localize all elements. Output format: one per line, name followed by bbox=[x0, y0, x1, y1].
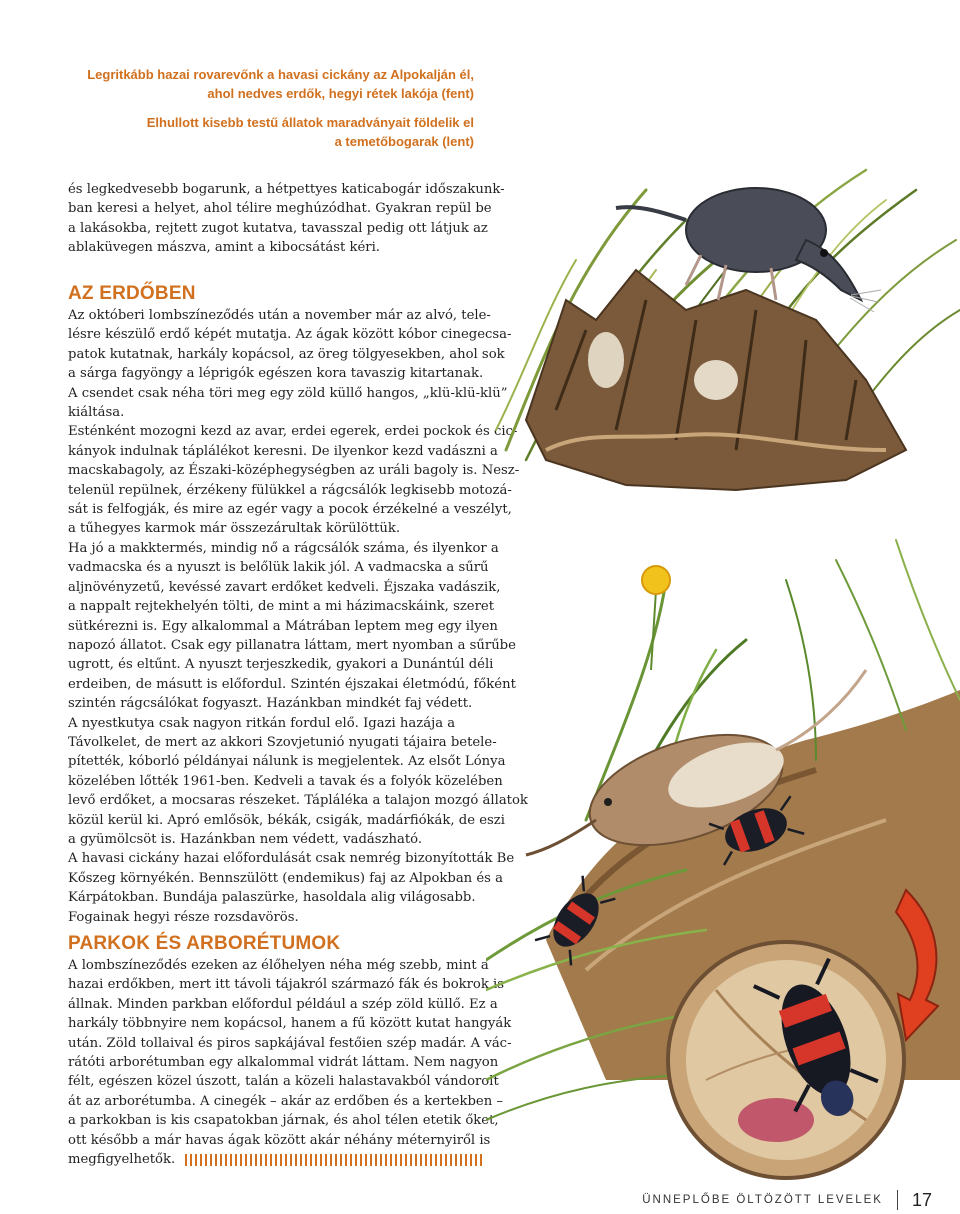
text-line: közül kerül ki. Apró emlősök, békák, csigák, madárfiókák, de eszi bbox=[68, 812, 505, 828]
end-of-article-marker bbox=[185, 1154, 485, 1166]
text-line: rátóti arborétumban egy alkalommal vidrát láttam. Nem nagyon bbox=[68, 1055, 499, 1071]
text-line: A nyestkutya csak nagyon ritkán fordul elő. Igazi hazája a bbox=[68, 715, 456, 731]
text-line: és legkedvesebb bogarunk, a hétpettyes katicabogár időszakunk- bbox=[68, 182, 505, 197]
dandelion bbox=[642, 566, 670, 670]
burying-beetles-on-dead-mouse-illustration bbox=[486, 520, 960, 1190]
section-heading-forest: AZ ERDŐBEN bbox=[68, 283, 196, 304]
text-line: aljnövényzetű, kevéssé zavart erdőket kedveli. Éjszaka vadászik, bbox=[68, 579, 501, 595]
page-number: 17 bbox=[911, 1189, 932, 1210]
text-line: sát is felfogják, és mire az egér vagy a pocok érzékelné a veszélyt, bbox=[68, 502, 512, 518]
text-line: harkály többnyire nem kopácsol, hanem a fű között kutat hangyák bbox=[68, 1016, 512, 1032]
text-line-end: megfigyelhetők. bbox=[68, 1152, 176, 1168]
text-line: pítették, kóborló példányai nálunk is megjelentek. Az elsőt Lónya bbox=[68, 754, 506, 770]
text-line: ban keresi a helyet, ahol télire meghúzódhat. Gyakran repül be bbox=[68, 201, 492, 217]
text-line: közelében lőtték 1961-ben. Kedveli a tavak és a folyók közelében bbox=[68, 773, 503, 789]
section-heading-parks: PARKOK ÉS ARBORÉTUMOK bbox=[68, 933, 341, 954]
caption-bottom-line: Elhullott kisebb testű állatok maradványait földelik el bbox=[146, 115, 474, 130]
text-line: napozó állatot. Csak egy pillanatra láttam, mert nyomban a sűrűbe bbox=[68, 637, 516, 653]
text-line: levő erdőket, a mocsaras részeket. Táplálékа a talajon mozgó állatok bbox=[68, 793, 528, 809]
text-line: macskabagoly, az Északi-középhegységben az uráli bagoly is. Nesz- bbox=[68, 463, 520, 479]
text-line: Távolkelet, de mert az akkori Szovjetunió nyugati tájaira betele- bbox=[68, 734, 497, 750]
text-line: vadmacska és a nyuszt is belőlük lakik jól. A vadmacska a sűrű bbox=[68, 560, 489, 576]
text-line: ablaküvegen mászva, amint a kibocsátást kéri. bbox=[68, 240, 380, 256]
caption-top bbox=[74, 65, 474, 103]
text-line: ott később a már havas ágak között akár néhány méternyiről is bbox=[68, 1132, 491, 1148]
text-line: hazai erdőkben, mert itt távoli tájakról származó fák és bokrok is bbox=[68, 977, 505, 993]
text-line: a gyümölcsöt is. Hazánkban nem védett, vadászható. bbox=[68, 831, 423, 847]
caption-top-line: ahol nedves erdők, hegyi rétek lakója (fent) bbox=[207, 86, 474, 101]
parks-body bbox=[68, 956, 512, 1169]
text-line: a nappalt rejtekhelyén tölti, de mint a mi házimacskáink, szeret bbox=[68, 599, 494, 615]
footer-divider bbox=[897, 1190, 898, 1210]
tree-stump bbox=[526, 270, 906, 490]
text-line: telenül repülnek, érzékeny fülükkel a rágcsálók legkisebb motozá- bbox=[68, 482, 512, 498]
page-footer bbox=[642, 1188, 932, 1212]
text-line: patok kutatnak, harkály kopácsol, az öreg tölgyesekben, ahol sok bbox=[68, 346, 505, 362]
forest-body bbox=[68, 306, 528, 927]
caption-top-line: Legritkább hazai rovarevőnk a havasi cickány az Alpokalján él, bbox=[87, 67, 474, 82]
caption-bottom bbox=[74, 113, 474, 151]
text-line: erdeiben, de másutt is előfordul. Szintén éjszakai életmódú, főként bbox=[68, 676, 516, 692]
text-line: Esténként mozogni kezd az avar, erdei egerek, erdei pockok és cic- bbox=[68, 424, 518, 440]
text-line: a lakásokba, rejtett zugot kutatva, tavasszal pedig ott látjuk az bbox=[68, 220, 488, 236]
text-line: A csendet csak néha töri meg egy zöld küllő hangos, „klü-klü-klü” bbox=[68, 385, 508, 401]
text-line: a tűhegyes karmok már összezárultak körülöttük. bbox=[68, 521, 401, 537]
text-line: kiáltása. bbox=[68, 405, 125, 421]
text-line: Ha jó a makktermés, mindig nő a rágcsálók száma, és ilyenkor a bbox=[68, 540, 499, 556]
text-line: A lombszíneződés ezeken az élőhelyen néha még szebb, mint a bbox=[68, 958, 489, 973]
text-line: Az októberi lombszíneződés után a november már az alvó, tele- bbox=[68, 308, 491, 323]
text-line: a parkokban is kis csapatokban járnak, és ahol télen etetik őket, bbox=[68, 1113, 499, 1129]
running-footer-title: ÜNNEPLŐBE ÖLTÖZÖTT LEVELEK bbox=[642, 1194, 883, 1206]
intro-paragraph bbox=[68, 180, 505, 258]
text-line: állnak. Minden parkban előfordul például a szép zöld küllő. Ez a bbox=[68, 996, 498, 1012]
text-line: ugrott, és eltűnt. A nyuszt terjeszkedik, gyakori a Dunántúl déli bbox=[68, 657, 494, 673]
text-line: sütkérezni is. Egy alkalommal a Mátrában leptem meg egy ilyen bbox=[68, 618, 498, 634]
text-line: után. Zöld tollaival és piros sapkájával festőien szép madár. A vác- bbox=[68, 1035, 512, 1051]
text-line: kányok indulnak táplálékot keresni. De ilyenkor kezd vadászni a bbox=[68, 443, 498, 459]
text-line: félt, egészen közel úszott, talán a közeli halastavakból vándorolt bbox=[68, 1074, 499, 1090]
text-line: Fogainak hegyi része rozsdavörös. bbox=[68, 909, 299, 925]
caption-bottom-line: a temetőbogarak (lent) bbox=[334, 134, 474, 149]
text-line: a sárga fagyöngy a léprigók egészen kora tavaszig kitartanak. bbox=[68, 366, 484, 382]
magnified-circle bbox=[668, 942, 904, 1178]
text-line: Kárpátokban. Bundája palaszürke, hasoldala alig világosabb. bbox=[68, 890, 476, 906]
text-line bbox=[68, 1150, 483, 1169]
text-line: Kőszeg környékén. Bennszülött (endemikus) faj az Alpokban és a bbox=[68, 870, 503, 886]
text-line: át az arborétumba. A cinegék – akár az erdőben és a kertekben – bbox=[68, 1093, 504, 1109]
shrew-on-stump-illustration bbox=[486, 150, 960, 520]
text-line: szintén rágcsálókat fogyaszt. Hazánkban mindkét faj védett. bbox=[68, 696, 473, 712]
text-line: A havasi cickány hazai előfordulását csak nemrég bizonyították Be bbox=[68, 851, 515, 867]
text-line: lésre készülő erdő képét mutatja. Az ágak között kóbor cinegecsa- bbox=[68, 327, 512, 343]
